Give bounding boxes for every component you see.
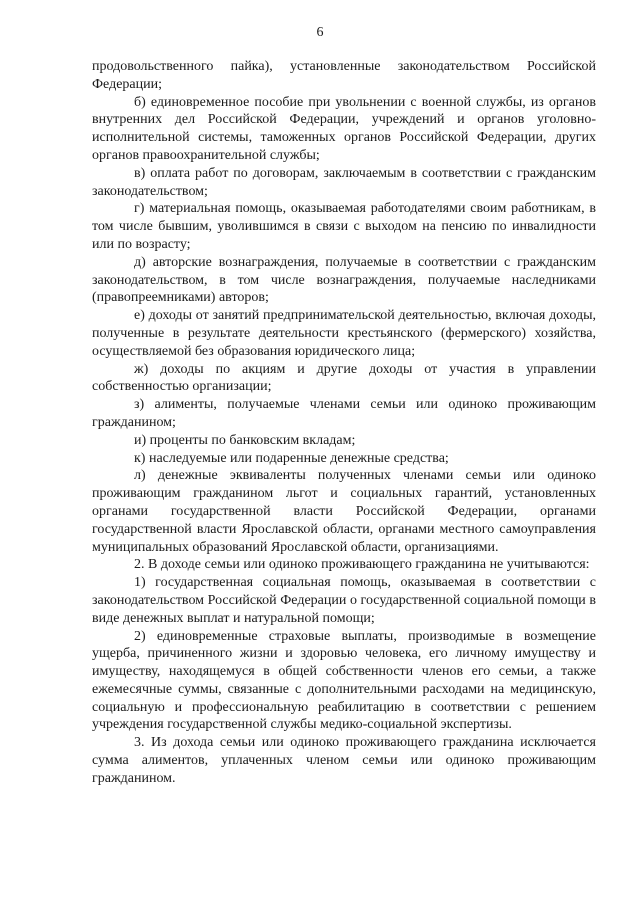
paragraph-section-2-item-1: 1) государственная социальная помощь, оказываемая в соответствии с законодательством Российской Федерации о государственной социальной помощи в виде денежных выплат и натуральной помощи; (92, 575, 596, 626)
paragraph-item-k: к) наследуемые или подаренные денежные средства; (134, 450, 449, 466)
paragraph-section-3: 3. Из дохода семьи или одиноко проживающего гражданина исключается сумма алиментов, уплаченных членом семьи или одиноко проживающим гражданином. (92, 735, 596, 786)
paragraph-continued: продовольственного пайка), установленные законодательством Российской Федерации; (92, 59, 596, 92)
paragraph-item-v: в) оплата работ по договорам, заключаемым в соответствии с гражданским законодательством; (92, 165, 596, 199)
paragraph-item-z: з) алименты, получаемые членами семьи или одиноко проживающим гражданином; (92, 397, 596, 430)
paragraph-section-2: 2. В доходе семьи или одиноко проживающего гражданина не учитываются: (134, 557, 590, 573)
paragraph-item-g: г) материальная помощь, оказываемая работодателями своим работникам, в том числе бывшим, уволившимся в связи с выходом на пенсию по инвалидности или по возрасту; (92, 201, 596, 252)
paragraph-section-2-item-2: 2) единовременные страховые выплаты, производимые в возмещение ущерба, причиненного жизни и здоровью человека, его личному имуществу и имуществу, находящемуся в общей собственности членов его семьи, а также ежемесячные суммы, связанные с дополнительными расходами на медицинскую, социальную и профессиональную реабилитацию в соответствии с решением учреждения государственной службы медико-социальной экспертизы. (92, 628, 596, 733)
paragraph-item-l: л) денежные эквиваленты полученных членами семьи или одиноко проживающим гражданином льгот и социальных гарантий, установленных органами государственной власти Российской Федерации, органами государственной власти Ярославской области, органами местного самоуправления муниципальных образований Ярославской области, организациями. (92, 468, 596, 555)
paragraph-item-d: д) авторские вознаграждения, получаемые в соответствии с гражданским законодательством, в том числе вознаграждения, получаемые наследниками (правопреемниками) авторов; (92, 254, 596, 306)
paragraph-item-i: и) проценты по банковским вкладам; (134, 432, 356, 448)
paragraph-item-e: е) доходы от занятий предпринимательской деятельностью, включая доходы, полученные в результате деятельности крестьянского (фермерского) хозяйства, осуществляемой без образования юридического лица; (92, 308, 596, 359)
paragraph-item-zh: ж) доходы по акциям и другие доходы от участия в управлении собственностью организации; (92, 361, 596, 395)
page-number: 6 (316, 25, 324, 40)
paragraph-item-b: б) единовременное пособие при увольнении с военной службы, из органов внутренних дел Российской Федерации, учреждений и органов уголовно-исполнительной системы, таможенных органов Российской Федерации, других органов правоохранительной службы; (92, 94, 596, 163)
document-body (92, 58, 596, 788)
